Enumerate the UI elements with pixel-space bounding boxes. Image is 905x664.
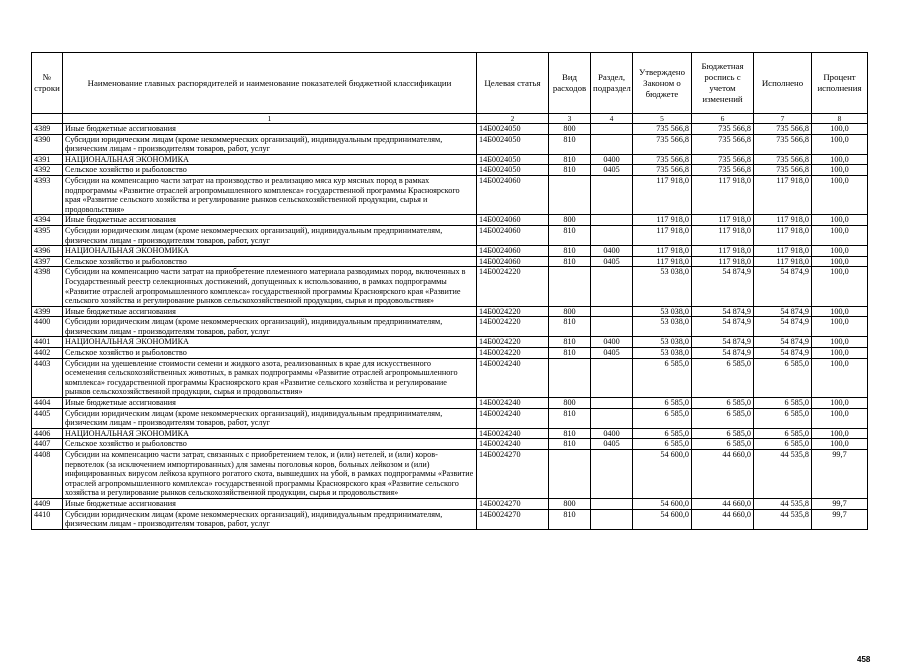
schedule-amount-cell: 54 874,9: [692, 317, 754, 337]
row-number-cell: 4408: [32, 450, 63, 499]
schedule-amount-cell: 6 585,0: [692, 408, 754, 428]
approved-amount-cell: 53 038,0: [633, 306, 692, 317]
expense-kind-cell: 810: [549, 154, 591, 165]
table-row: [32, 428, 868, 439]
section-cell: [591, 358, 633, 397]
target-article-cell: 14Б0024240: [477, 358, 549, 397]
target-article-cell: 14Б0024220: [477, 337, 549, 348]
target-article-cell: 14Б0024060: [477, 246, 549, 257]
row-number-cell: 4391: [32, 154, 63, 165]
table-header-row: [32, 53, 868, 114]
row-number-cell: 4402: [32, 348, 63, 359]
approved-amount-cell: 117 918,0: [633, 256, 692, 267]
row-name-cell: Субсидии юридическим лицам (кроме некоммерческих организаций), индивидуальным предпринимателям, физическим лицам - производителям товаров, работ, услуг: [63, 225, 477, 245]
column-number: 6: [692, 114, 754, 124]
approved-amount-cell: 53 038,0: [633, 267, 692, 306]
schedule-amount-cell: 6 585,0: [692, 358, 754, 397]
row-number-cell: 4406: [32, 428, 63, 439]
section-cell: [591, 450, 633, 499]
row-name-cell: Иные бюджетные ассигнования: [63, 306, 477, 317]
table-body: [32, 124, 868, 530]
schedule-amount-cell: 54 874,9: [692, 306, 754, 317]
row-number-cell: 4389: [32, 124, 63, 135]
table-row: [32, 225, 868, 245]
approved-amount-cell: 117 918,0: [633, 215, 692, 226]
column-number: 8: [812, 114, 868, 124]
table-row: [32, 398, 868, 409]
row-number-cell: 4397: [32, 256, 63, 267]
approved-amount-cell: 6 585,0: [633, 408, 692, 428]
document-page: [31, 52, 871, 664]
percent-cell: 100,0: [812, 165, 868, 176]
section-cell: [591, 215, 633, 226]
schedule-amount-cell: 117 918,0: [692, 256, 754, 267]
executed-amount-cell: 6 585,0: [754, 398, 812, 409]
executed-amount-cell: 117 918,0: [754, 225, 812, 245]
executed-amount-cell: 117 918,0: [754, 246, 812, 257]
expense-kind-cell: 810: [549, 225, 591, 245]
section-cell: [591, 408, 633, 428]
header-approved: Утверждено Законом о бюджете: [633, 53, 692, 114]
executed-amount-cell: 6 585,0: [754, 358, 812, 397]
section-cell: [591, 398, 633, 409]
approved-amount-cell: 53 038,0: [633, 337, 692, 348]
percent-cell: 100,0: [812, 215, 868, 226]
row-name-cell: Сельское хозяйство и рыболовство: [63, 256, 477, 267]
percent-cell: 100,0: [812, 337, 868, 348]
executed-amount-cell: 6 585,0: [754, 408, 812, 428]
table-row: [32, 267, 868, 306]
approved-amount-cell: 6 585,0: [633, 358, 692, 397]
target-article-cell: 14Б0024050: [477, 154, 549, 165]
table-row: [32, 358, 868, 397]
row-number-cell: 4396: [32, 246, 63, 257]
row-name-cell: Иные бюджетные ассигнования: [63, 215, 477, 226]
executed-amount-cell: 44 535,8: [754, 450, 812, 499]
expense-kind-cell: 810: [549, 317, 591, 337]
target-article-cell: 14Б0024060: [477, 225, 549, 245]
percent-cell: 100,0: [812, 439, 868, 450]
table-row: [32, 215, 868, 226]
schedule-amount-cell: 735 566,8: [692, 154, 754, 165]
executed-amount-cell: 735 566,8: [754, 124, 812, 135]
executed-amount-cell: 6 585,0: [754, 428, 812, 439]
expense-kind-cell: 810: [549, 439, 591, 450]
page-number: 458: [857, 655, 871, 664]
executed-amount-cell: 44 535,8: [754, 509, 812, 529]
table-row: [32, 165, 868, 176]
row-name-cell: НАЦИОНАЛЬНАЯ ЭКОНОМИКА: [63, 246, 477, 257]
row-name-cell: Иные бюджетные ассигнования: [63, 124, 477, 135]
row-name-cell: Сельское хозяйство и рыболовство: [63, 165, 477, 176]
section-cell: [591, 498, 633, 509]
column-number: 5: [633, 114, 692, 124]
table-row: [32, 306, 868, 317]
table-row: [32, 509, 868, 529]
table-row: [32, 317, 868, 337]
percent-cell: 100,0: [812, 398, 868, 409]
budget-execution-table: [31, 52, 868, 530]
section-cell: 0405: [591, 256, 633, 267]
executed-amount-cell: 44 535,8: [754, 498, 812, 509]
expense-kind-cell: 810: [549, 134, 591, 154]
target-article-cell: 14Б0024220: [477, 317, 549, 337]
row-name-cell: Субсидии на компенсацию части затрат, связанных с приобретением телок, и (или) нетелей, и (или) коров-первотелок (за исключением импортированных) для замены поголовья коров, больных лейкозом и (или) инфицированных вирусом лейкоза крупного рогатого скота, вывшедших на убой, в рамках подпрограммы «Развитие отраслей агропромышленного комплекса» государственной программы Красноярского края «Развитие сельского хозяйства и регулирование рынков сельскохозяйственной продукции, сырья и продовольствия»: [63, 450, 477, 499]
schedule-amount-cell: 54 874,9: [692, 267, 754, 306]
expense-kind-cell: 810: [549, 509, 591, 529]
target-article-cell: 14Б0024270: [477, 509, 549, 529]
percent-cell: 100,0: [812, 348, 868, 359]
percent-cell: 100,0: [812, 124, 868, 135]
section-cell: 0400: [591, 154, 633, 165]
schedule-amount-cell: 44 660,0: [692, 509, 754, 529]
section-cell: 0405: [591, 439, 633, 450]
target-article-cell: 14Б0024060: [477, 175, 549, 214]
schedule-amount-cell: 6 585,0: [692, 428, 754, 439]
header-schedule: Бюджетная роспись с учетом изменений: [692, 53, 754, 114]
schedule-amount-cell: 6 585,0: [692, 439, 754, 450]
percent-cell: 100,0: [812, 134, 868, 154]
column-number: 7: [754, 114, 812, 124]
expense-kind-cell: [549, 358, 591, 397]
section-cell: [591, 306, 633, 317]
row-name-cell: НАЦИОНАЛЬНАЯ ЭКОНОМИКА: [63, 154, 477, 165]
approved-amount-cell: 117 918,0: [633, 225, 692, 245]
target-article-cell: 14Б0024220: [477, 306, 549, 317]
section-cell: [591, 509, 633, 529]
schedule-amount-cell: 44 660,0: [692, 498, 754, 509]
approved-amount-cell: 735 566,8: [633, 134, 692, 154]
table-row: [32, 134, 868, 154]
target-article-cell: 14Б0024060: [477, 215, 549, 226]
schedule-amount-cell: 117 918,0: [692, 215, 754, 226]
table-row: [32, 246, 868, 257]
percent-cell: 100,0: [812, 428, 868, 439]
header-executed: Исполнено: [754, 53, 812, 114]
row-name-cell: Иные бюджетные ассигнования: [63, 498, 477, 509]
section-cell: 0400: [591, 428, 633, 439]
section-cell: 0405: [591, 348, 633, 359]
row-name-cell: Сельское хозяйство и рыболовство: [63, 348, 477, 359]
approved-amount-cell: 54 600,0: [633, 498, 692, 509]
target-article-cell: 14Б0024050: [477, 134, 549, 154]
table-row: [32, 337, 868, 348]
percent-cell: 99,7: [812, 498, 868, 509]
row-name-cell: Субсидии юридическим лицам (кроме некоммерческих организаций), индивидуальным предпринимателям, физическим лицам - производителям товаров, работ, услуг: [63, 509, 477, 529]
column-number: 2: [477, 114, 549, 124]
column-number: 4: [591, 114, 633, 124]
expense-kind-cell: 810: [549, 256, 591, 267]
percent-cell: 100,0: [812, 246, 868, 257]
expense-kind-cell: 800: [549, 215, 591, 226]
expense-kind-cell: 800: [549, 498, 591, 509]
row-name-cell: НАЦИОНАЛЬНАЯ ЭКОНОМИКА: [63, 428, 477, 439]
header-row-number: № строки: [32, 53, 63, 114]
percent-cell: 100,0: [812, 408, 868, 428]
table-row: [32, 256, 868, 267]
approved-amount-cell: 735 566,8: [633, 124, 692, 135]
approved-amount-cell: 6 585,0: [633, 428, 692, 439]
approved-amount-cell: 6 585,0: [633, 398, 692, 409]
approved-amount-cell: 117 918,0: [633, 175, 692, 214]
target-article-cell: 14Б0024050: [477, 124, 549, 135]
target-article-cell: 14Б0024220: [477, 267, 549, 306]
expense-kind-cell: [549, 450, 591, 499]
section-cell: [591, 225, 633, 245]
header-section: Раздел, подраздел: [591, 53, 633, 114]
expense-kind-cell: 810: [549, 337, 591, 348]
row-number-cell: 4410: [32, 509, 63, 529]
percent-cell: 100,0: [812, 225, 868, 245]
expense-kind-cell: 800: [549, 124, 591, 135]
row-number-cell: 4398: [32, 267, 63, 306]
percent-cell: 100,0: [812, 267, 868, 306]
approved-amount-cell: 53 038,0: [633, 317, 692, 337]
approved-amount-cell: 6 585,0: [633, 439, 692, 450]
executed-amount-cell: 54 874,9: [754, 348, 812, 359]
section-cell: 0400: [591, 246, 633, 257]
schedule-amount-cell: 735 566,8: [692, 134, 754, 154]
percent-cell: 100,0: [812, 317, 868, 337]
schedule-amount-cell: 117 918,0: [692, 175, 754, 214]
target-article-cell: 14Б0024240: [477, 428, 549, 439]
row-number-cell: 4403: [32, 358, 63, 397]
row-number-cell: 4401: [32, 337, 63, 348]
table-row: [32, 124, 868, 135]
section-cell: [591, 267, 633, 306]
executed-amount-cell: 54 874,9: [754, 267, 812, 306]
schedule-amount-cell: 6 585,0: [692, 398, 754, 409]
row-name-cell: Иные бюджетные ассигнования: [63, 398, 477, 409]
target-article-cell: 14Б0024220: [477, 348, 549, 359]
target-article-cell: 14Б0024270: [477, 498, 549, 509]
approved-amount-cell: 54 600,0: [633, 509, 692, 529]
header-target-article: Целевая статья: [477, 53, 549, 114]
row-number-cell: 4399: [32, 306, 63, 317]
percent-cell: 100,0: [812, 306, 868, 317]
table-row: [32, 348, 868, 359]
approved-amount-cell: 117 918,0: [633, 246, 692, 257]
target-article-cell: 14Б0024050: [477, 165, 549, 176]
row-name-cell: Субсидии на удешевление стоимости семени и жидкого азота, реализованных в крае для искусственного осеменения сельскохозяйственных животных, в рамках подпрограммы «Развитие отраслей агропромышленного комплекса» государственной программы Красноярского края «Развитие сельского хозяйства и регулирование рынков сельскохозяйственной продукции, сырья и продовольствия»: [63, 358, 477, 397]
section-cell: [591, 317, 633, 337]
table-row: [32, 175, 868, 214]
schedule-amount-cell: 54 874,9: [692, 348, 754, 359]
header-expense-kind: Вид расходов: [549, 53, 591, 114]
expense-kind-cell: 810: [549, 348, 591, 359]
table-row: [32, 154, 868, 165]
row-number-cell: 4404: [32, 398, 63, 409]
approved-amount-cell: 735 566,8: [633, 165, 692, 176]
executed-amount-cell: 735 566,8: [754, 165, 812, 176]
row-name-cell: Субсидии юридическим лицам (кроме некоммерческих организаций), индивидуальным предпринимателям, физическим лицам - производителям товаров, работ, услуг: [63, 408, 477, 428]
executed-amount-cell: 54 874,9: [754, 337, 812, 348]
schedule-amount-cell: 54 874,9: [692, 337, 754, 348]
row-number-cell: 4395: [32, 225, 63, 245]
executed-amount-cell: 735 566,8: [754, 134, 812, 154]
approved-amount-cell: 54 600,0: [633, 450, 692, 499]
column-number-row: [32, 114, 868, 124]
expense-kind-cell: [549, 175, 591, 214]
row-name-cell: Субсидии юридическим лицам (кроме некоммерческих организаций), индивидуальным предпринимателям, физическим лицам - производителям товаров, работ, услуг: [63, 317, 477, 337]
approved-amount-cell: 735 566,8: [633, 154, 692, 165]
section-cell: [591, 175, 633, 214]
table-row: [32, 498, 868, 509]
target-article-cell: 14Б0024270: [477, 450, 549, 499]
expense-kind-cell: [549, 267, 591, 306]
target-article-cell: 14Б0024240: [477, 439, 549, 450]
schedule-amount-cell: 117 918,0: [692, 225, 754, 245]
section-cell: 0405: [591, 165, 633, 176]
percent-cell: 99,7: [812, 450, 868, 499]
expense-kind-cell: 810: [549, 408, 591, 428]
percent-cell: 100,0: [812, 358, 868, 397]
table-row: [32, 408, 868, 428]
row-name-cell: Субсидии на компенсацию части затрат на производство и реализацию мяса кур мясных пород в рамках подпрограммы «Развитие отраслей агропромышленного комплекса» государственной программы Красноярского края «Развитие сельского хозяйства и регулирование рынков сельскохозяйственной продукции, сырья и продовольствия»: [63, 175, 477, 214]
row-number-cell: 4407: [32, 439, 63, 450]
percent-cell: 99,7: [812, 509, 868, 529]
column-number: 3: [549, 114, 591, 124]
schedule-amount-cell: 117 918,0: [692, 246, 754, 257]
column-number: 1: [63, 114, 477, 124]
executed-amount-cell: 117 918,0: [754, 215, 812, 226]
expense-kind-cell: 810: [549, 165, 591, 176]
executed-amount-cell: 117 918,0: [754, 256, 812, 267]
table-row: [32, 439, 868, 450]
percent-cell: 100,0: [812, 256, 868, 267]
header-percent: Процент исполнения: [812, 53, 868, 114]
target-article-cell: 14Б0024060: [477, 256, 549, 267]
expense-kind-cell: 800: [549, 398, 591, 409]
executed-amount-cell: 54 874,9: [754, 317, 812, 337]
row-name-cell: НАЦИОНАЛЬНАЯ ЭКОНОМИКА: [63, 337, 477, 348]
percent-cell: 100,0: [812, 175, 868, 214]
target-article-cell: 14Б0024240: [477, 408, 549, 428]
row-number-cell: 4394: [32, 215, 63, 226]
table-row: [32, 450, 868, 499]
expense-kind-cell: 810: [549, 428, 591, 439]
row-number-cell: 4392: [32, 165, 63, 176]
executed-amount-cell: 54 874,9: [754, 306, 812, 317]
percent-cell: 100,0: [812, 154, 868, 165]
row-number-cell: 4405: [32, 408, 63, 428]
section-cell: [591, 134, 633, 154]
row-name-cell: Субсидии на компенсацию части затрат на приобретение племенного материала разводимых пород, включенных в Государственный реестр селекционных достижений, допущенных к использованию, в рамках подпрограммы «Развитие отраслей агропромышленного комплекса» государственной программы Красноярского края «Развитие сельского хозяйства и регулирование рынков сельскохозяйственной продукции, сырья и продовольствия»: [63, 267, 477, 306]
target-article-cell: 14Б0024240: [477, 398, 549, 409]
row-number-cell: 4393: [32, 175, 63, 214]
column-number-blank: [32, 114, 63, 124]
expense-kind-cell: 810: [549, 246, 591, 257]
executed-amount-cell: 6 585,0: [754, 439, 812, 450]
section-cell: [591, 124, 633, 135]
header-name: Наименование главных распорядителей и наименование показателей бюджетной классификации: [63, 53, 477, 114]
row-number-cell: 4409: [32, 498, 63, 509]
row-name-cell: Субсидии юридическим лицам (кроме некоммерческих организаций), индивидуальным предпринимателям, физическим лицам - производителям товаров, работ, услуг: [63, 134, 477, 154]
expense-kind-cell: 800: [549, 306, 591, 317]
schedule-amount-cell: 735 566,8: [692, 124, 754, 135]
row-number-cell: 4390: [32, 134, 63, 154]
schedule-amount-cell: 44 660,0: [692, 450, 754, 499]
executed-amount-cell: 117 918,0: [754, 175, 812, 214]
section-cell: 0400: [591, 337, 633, 348]
row-number-cell: 4400: [32, 317, 63, 337]
executed-amount-cell: 735 566,8: [754, 154, 812, 165]
schedule-amount-cell: 735 566,8: [692, 165, 754, 176]
approved-amount-cell: 53 038,0: [633, 348, 692, 359]
row-name-cell: Сельское хозяйство и рыболовство: [63, 439, 477, 450]
